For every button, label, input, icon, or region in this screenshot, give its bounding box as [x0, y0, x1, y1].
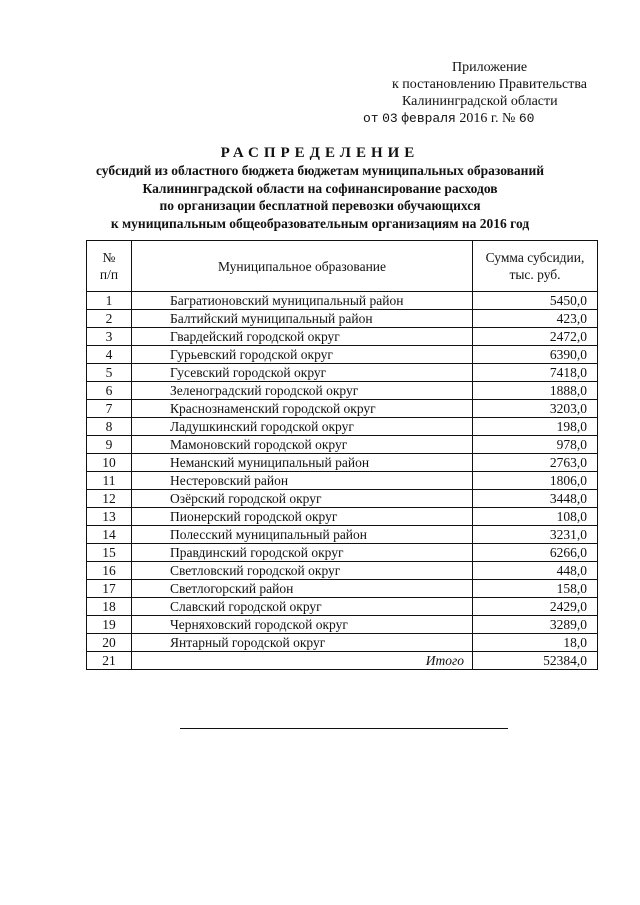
- row-municipality: Неманский муниципальный район: [132, 454, 473, 472]
- row-number: 15: [87, 544, 132, 562]
- row-sum: 7418,0: [473, 364, 598, 382]
- row-sum: 2763,0: [473, 454, 598, 472]
- table-row: [87, 382, 598, 400]
- table-row: [87, 310, 598, 328]
- table-header-row: [87, 241, 598, 292]
- table-row: [87, 436, 598, 454]
- row-sum: 3289,0: [473, 616, 598, 634]
- row-municipality: Зеленоградский городской округ: [132, 382, 473, 400]
- row-municipality: Балтийский муниципальный район: [132, 310, 473, 328]
- row-sum: 2472,0: [473, 328, 598, 346]
- row-sum: 5450,0: [473, 292, 598, 310]
- header-municipality: Муниципальное образование: [132, 241, 473, 292]
- row-sum: 3448,0: [473, 490, 598, 508]
- row-sum: 1806,0: [473, 472, 598, 490]
- header-number: [87, 241, 132, 292]
- table-row: [87, 526, 598, 544]
- row-municipality: Полесский муниципальный район: [132, 526, 473, 544]
- date-prefix: от: [363, 111, 379, 126]
- row-number: 9: [87, 436, 132, 454]
- row-number: 8: [87, 418, 132, 436]
- table-row: [87, 598, 598, 616]
- row-municipality: Багратионовский муниципальный район: [132, 292, 473, 310]
- row-sum: 3203,0: [473, 400, 598, 418]
- title-heading: РАСПРЕДЕЛЕНИЕ: [220, 145, 420, 161]
- row-municipality: Гвардейский городской округ: [132, 328, 473, 346]
- table-row: [87, 418, 598, 436]
- row-municipality: Озёрский городской округ: [132, 490, 473, 508]
- row-number: 2: [87, 310, 132, 328]
- table-row: [87, 544, 598, 562]
- row-number: 19: [87, 616, 132, 634]
- row-sum: 6266,0: [473, 544, 598, 562]
- title-line: Калининградской области на софинансирование расходов: [142, 180, 498, 196]
- table-row: [87, 616, 598, 634]
- row-number: 16: [87, 562, 132, 580]
- appendix-date-line: [363, 111, 534, 127]
- row-municipality: Славский городской округ: [132, 598, 473, 616]
- row-number: 10: [87, 454, 132, 472]
- row-number: 7: [87, 400, 132, 418]
- row-number: 17: [87, 580, 132, 598]
- subsidy-table: [86, 240, 598, 670]
- row-number: 20: [87, 634, 132, 652]
- header-sum-line: тыс. руб.: [509, 267, 561, 282]
- row-number: 4: [87, 346, 132, 364]
- total-label: Итого: [132, 652, 473, 670]
- appendix-title: Приложение: [452, 60, 528, 75]
- total-number: 21: [87, 652, 132, 670]
- total-sum: 52384,0: [473, 652, 598, 670]
- header-sum: [473, 241, 598, 292]
- row-sum: 198,0: [473, 418, 598, 436]
- row-sum: 423,0: [473, 310, 598, 328]
- row-sum: 6390,0: [473, 346, 598, 364]
- row-number: 6: [87, 382, 132, 400]
- title-line: к муниципальным общеобразовательным организациям на 2016 год: [110, 215, 530, 231]
- row-municipality: Краснознаменский городской округ: [132, 400, 473, 418]
- row-number: 11: [87, 472, 132, 490]
- row-sum: 448,0: [473, 562, 598, 580]
- date-month: февраля: [401, 111, 456, 126]
- row-municipality: Янтарный городской округ: [132, 634, 473, 652]
- row-municipality: Гурьевский городской округ: [132, 346, 473, 364]
- table-row: [87, 292, 598, 310]
- closing-rule: [180, 728, 508, 729]
- appendix-resolution-line: к постановлению Правительства: [392, 77, 588, 92]
- total-row: [87, 652, 598, 670]
- table-body: [87, 292, 598, 670]
- title-line: по организации бесплатной перевозки обучающихся: [159, 198, 481, 213]
- table-row: [87, 472, 598, 490]
- table-row: [87, 328, 598, 346]
- appendix-region-line: Калининградской области: [402, 94, 558, 109]
- row-municipality: Ладушкинский городской округ: [132, 418, 473, 436]
- table-row: [87, 580, 598, 598]
- row-number: 14: [87, 526, 132, 544]
- row-sum: 2429,0: [473, 598, 598, 616]
- row-number: 18: [87, 598, 132, 616]
- header-number-line: п/п: [99, 267, 119, 282]
- table-row: [87, 364, 598, 382]
- row-municipality: Правдинский городской округ: [132, 544, 473, 562]
- row-municipality: Светлогорский район: [132, 580, 473, 598]
- row-number: 5: [87, 364, 132, 382]
- table-row: [87, 634, 598, 652]
- date-day: 03: [382, 111, 398, 126]
- row-municipality: Мамоновский городской округ: [132, 436, 473, 454]
- table-row: [87, 562, 598, 580]
- row-municipality: Светловский городской округ: [132, 562, 473, 580]
- table-row: [87, 400, 598, 418]
- row-sum: 978,0: [473, 436, 598, 454]
- row-municipality: Черняховский городской округ: [132, 616, 473, 634]
- row-number: 13: [87, 508, 132, 526]
- row-municipality: Гусевский городской округ: [132, 364, 473, 382]
- table-row: [87, 346, 598, 364]
- table-row: [87, 508, 598, 526]
- row-sum: 158,0: [473, 580, 598, 598]
- document-title: [0, 144, 640, 232]
- table-row: [87, 454, 598, 472]
- row-sum: 108,0: [473, 508, 598, 526]
- row-municipality: Пионерский городской округ: [132, 508, 473, 526]
- row-sum: 18,0: [473, 634, 598, 652]
- header-sum-line: Сумма субсидии,: [485, 250, 585, 265]
- title-line: субсидий из областного бюджета бюджетам муниципальных образований: [95, 163, 545, 178]
- header-number-line: №: [102, 250, 116, 265]
- row-number: 12: [87, 490, 132, 508]
- table-row: [87, 490, 598, 508]
- appendix-block: [0, 0, 640, 130]
- row-number: 3: [87, 328, 132, 346]
- date-number: 60: [518, 111, 535, 126]
- row-number: 1: [87, 292, 132, 310]
- row-sum: 1888,0: [473, 382, 598, 400]
- row-sum: 3231,0: [473, 526, 598, 544]
- date-year: 2016 г. №: [459, 111, 516, 126]
- row-municipality: Нестеровский район: [132, 472, 473, 490]
